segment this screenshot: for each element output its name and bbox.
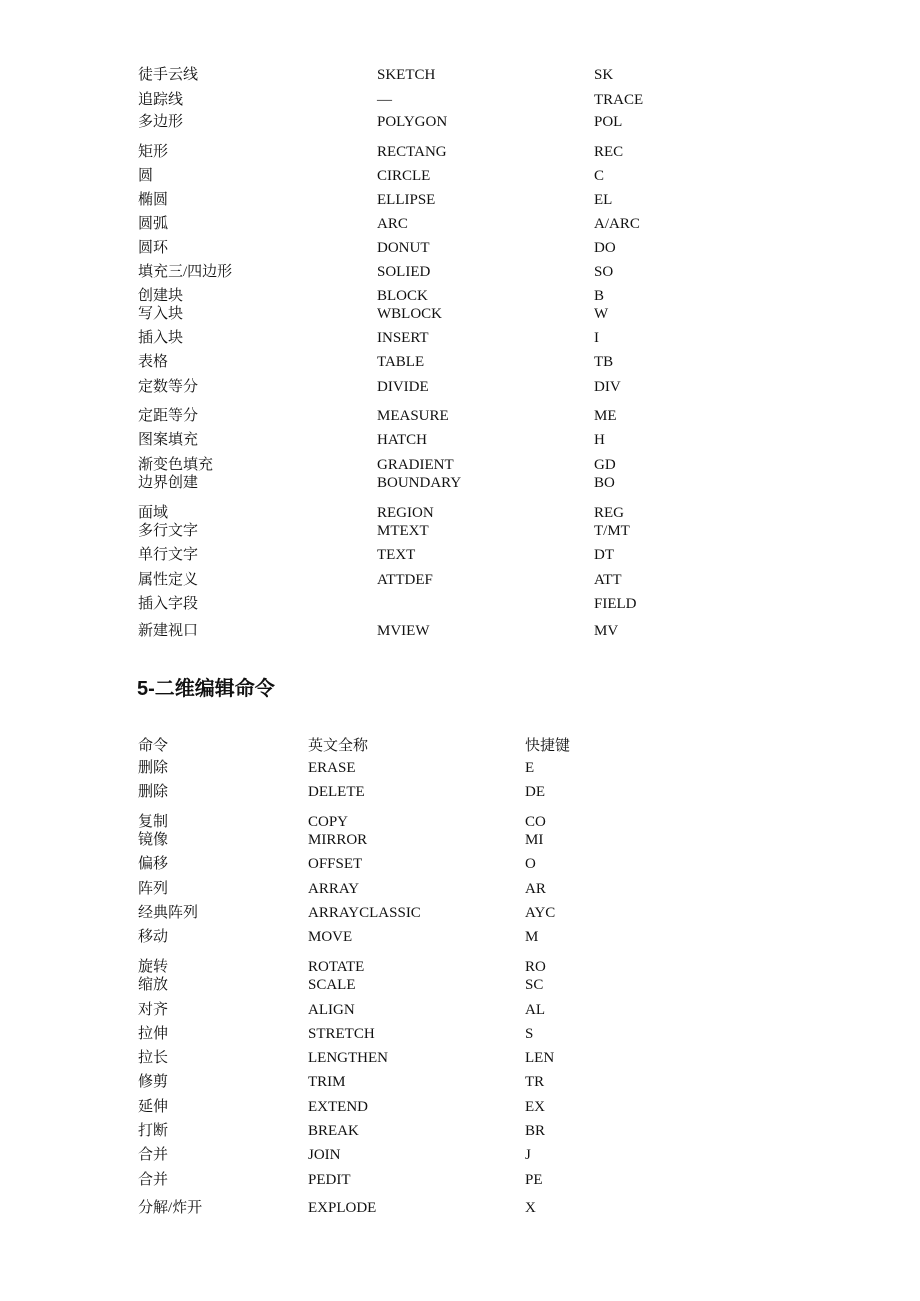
table-row [0, 1120, 920, 1142]
english-name: ELLIPSE [377, 192, 436, 208]
english-name: ATTDEF [377, 572, 433, 588]
command-name: 定距等分 [138, 408, 199, 424]
command-name: 镜像 [138, 832, 169, 848]
english-name: CIRCLE [377, 168, 431, 184]
command-name: 旋转 [138, 959, 169, 975]
command-name: 命令 [138, 738, 169, 754]
command-name: 定数等分 [138, 379, 199, 395]
command-name: 图案填充 [138, 432, 199, 448]
english-name: MVIEW [377, 623, 430, 639]
english-name: ALIGN [308, 1002, 355, 1018]
command-name: 删除 [138, 760, 169, 776]
shortcut-key: W [594, 306, 609, 322]
shortcut-key: AYC [525, 905, 556, 921]
shortcut-key: M [525, 929, 539, 945]
english-name: GRADIENT [377, 457, 454, 473]
shortcut-key: DT [594, 547, 614, 563]
command-name: 偏移 [138, 856, 169, 872]
command-name: 删除 [138, 784, 169, 800]
table-row [0, 141, 920, 163]
table-row [0, 999, 920, 1021]
english-name: OFFSET [308, 856, 363, 872]
shortcut-key: REC [594, 144, 624, 160]
command-name: 拉长 [138, 1050, 169, 1066]
english-name: POLYGON [377, 114, 448, 130]
command-name: 复制 [138, 814, 169, 830]
table-row [0, 1197, 920, 1219]
table-row [0, 189, 920, 211]
english-name: DELETE [308, 784, 365, 800]
shortcut-key: H [594, 432, 605, 448]
shortcut-key: B [594, 288, 605, 304]
english-name: STRETCH [308, 1026, 375, 1042]
english-name: EXPLODE [308, 1200, 377, 1216]
shortcut-key: X [525, 1200, 536, 1216]
shortcut-key: DE [525, 784, 545, 800]
table-row [0, 1071, 920, 1093]
command-name: 圆环 [138, 240, 169, 256]
command-name: 移动 [138, 929, 169, 945]
english-name: BLOCK [377, 288, 428, 304]
shortcut-key: EL [594, 192, 613, 208]
table-row [0, 303, 920, 325]
shortcut-key: BO [594, 475, 615, 491]
command-name: 椭圆 [138, 192, 169, 208]
table-row [0, 781, 920, 803]
command-name: 矩形 [138, 144, 169, 160]
command-name: 属性定义 [138, 572, 199, 588]
table-row [0, 89, 920, 111]
english-name: MEASURE [377, 408, 449, 424]
english-name: 英文全称 [308, 738, 369, 754]
shortcut-key: LEN [525, 1050, 555, 1066]
section-heading: 5-二维编辑命令 [137, 678, 275, 700]
shortcut-key: TRACE [594, 92, 644, 108]
table-row [0, 472, 920, 494]
table-row [0, 111, 920, 133]
english-name: SCALE [308, 977, 356, 993]
english-name: BREAK [308, 1123, 359, 1139]
english-name: TRIM [308, 1074, 346, 1090]
shortcut-key: TB [594, 354, 614, 370]
shortcut-key: E [525, 760, 535, 776]
shortcut-key: EX [525, 1099, 545, 1115]
shortcut-key: POL [594, 114, 623, 130]
shortcut-key: ATT [594, 572, 622, 588]
shortcut-key: FIELD [594, 596, 637, 612]
table-row [0, 213, 920, 235]
english-name: COPY [308, 814, 349, 830]
table-row [0, 237, 920, 259]
table-row [0, 757, 920, 779]
table-row [0, 1096, 920, 1118]
shortcut-key: AL [525, 1002, 545, 1018]
english-name: MOVE [308, 929, 353, 945]
command-name: 分解/炸开 [138, 1200, 203, 1216]
english-name: MTEXT [377, 523, 429, 539]
table-row [0, 351, 920, 373]
english-name: LENGTHEN [308, 1050, 388, 1066]
command-name: 面域 [138, 505, 169, 521]
shortcut-key: MV [594, 623, 619, 639]
english-name: INSERT [377, 330, 429, 346]
command-name: 对齐 [138, 1002, 169, 1018]
shortcut-key: AR [525, 881, 546, 897]
table-row [0, 593, 920, 615]
table-row [0, 376, 920, 398]
english-name: ARC [377, 216, 408, 232]
command-name: 插入块 [138, 330, 184, 346]
command-name: 缩放 [138, 977, 169, 993]
english-name: ROTATE [308, 959, 365, 975]
english-name: DONUT [377, 240, 430, 256]
table-row [0, 878, 920, 900]
table-row [0, 405, 920, 427]
command-name: 修剪 [138, 1074, 169, 1090]
table-row [0, 974, 920, 996]
english-name: HATCH [377, 432, 428, 448]
shortcut-key: RO [525, 959, 546, 975]
command-name: 填充三/四边形 [138, 264, 233, 280]
english-name: REGION [377, 505, 434, 521]
shortcut-key: ME [594, 408, 617, 424]
command-name: 表格 [138, 354, 169, 370]
english-name: ARRAY [308, 881, 360, 897]
table-row [0, 520, 920, 542]
command-name: 合并 [138, 1147, 169, 1163]
command-name: 多行文字 [138, 523, 199, 539]
command-name: 新建视口 [138, 623, 199, 639]
shortcut-key: 快捷键 [525, 738, 571, 754]
command-name: 圆弧 [138, 216, 169, 232]
command-name: 拉伸 [138, 1026, 169, 1042]
table-row [0, 1023, 920, 1045]
english-name: ARRAYCLASSIC [308, 905, 421, 921]
english-name: WBLOCK [377, 306, 442, 322]
english-name: — [377, 92, 392, 108]
shortcut-key: MI [525, 832, 544, 848]
table-row [0, 853, 920, 875]
table-row [0, 829, 920, 851]
command-name: 单行文字 [138, 547, 199, 563]
command-name: 徒手云线 [138, 67, 199, 83]
shortcut-key: PE [525, 1172, 543, 1188]
command-name: 追踪线 [138, 92, 184, 108]
shortcut-key: A/ARC [594, 216, 640, 232]
table-row [0, 1047, 920, 1069]
english-name: ERASE [308, 760, 356, 776]
english-name: MIRROR [308, 832, 368, 848]
command-name: 经典阵列 [138, 905, 199, 921]
command-name: 延伸 [138, 1099, 169, 1115]
shortcut-key: SO [594, 264, 614, 280]
shortcut-key: CO [525, 814, 546, 830]
english-name: TEXT [377, 547, 416, 563]
table-header-row [0, 735, 920, 757]
table-row [0, 429, 920, 451]
english-name: EXTEND [308, 1099, 368, 1115]
english-name: TABLE [377, 354, 425, 370]
table-row [0, 64, 920, 86]
command-name: 渐变色填充 [138, 457, 214, 473]
english-name: SKETCH [377, 67, 436, 83]
shortcut-key: BR [525, 1123, 546, 1139]
shortcut-key: TR [525, 1074, 545, 1090]
table-row [0, 165, 920, 187]
table-row [0, 1169, 920, 1191]
shortcut-key: S [525, 1026, 534, 1042]
shortcut-key: REG [594, 505, 624, 521]
command-name: 插入字段 [138, 596, 199, 612]
command-name: 阵列 [138, 881, 169, 897]
english-name: PEDIT [308, 1172, 351, 1188]
command-name: 创建块 [138, 288, 184, 304]
table-row [0, 569, 920, 591]
command-name: 多边形 [138, 114, 184, 130]
shortcut-key: DO [594, 240, 616, 256]
command-name: 圆 [138, 168, 154, 184]
shortcut-key: SK [594, 67, 614, 83]
command-name: 打断 [138, 1123, 169, 1139]
command-name: 边界创建 [138, 475, 199, 491]
english-name: RECTANG [377, 144, 447, 160]
table-row [0, 620, 920, 642]
shortcut-key: J [525, 1147, 531, 1163]
shortcut-key: T/MT [594, 523, 630, 539]
english-name: SOLIED [377, 264, 431, 280]
table-row [0, 544, 920, 566]
table-row [0, 261, 920, 283]
english-name: BOUNDARY [377, 475, 462, 491]
table-row [0, 902, 920, 924]
shortcut-key: I [594, 330, 599, 346]
shortcut-key: SC [525, 977, 544, 993]
english-name: JOIN [308, 1147, 341, 1163]
shortcut-key: DIV [594, 379, 621, 395]
table-row [0, 1144, 920, 1166]
shortcut-key: C [594, 168, 605, 184]
shortcut-key: GD [594, 457, 616, 473]
command-name: 写入块 [138, 306, 184, 322]
shortcut-key: O [525, 856, 536, 872]
table-row [0, 327, 920, 349]
english-name: DIVIDE [377, 379, 429, 395]
table-row [0, 926, 920, 948]
command-name: 合并 [138, 1172, 169, 1188]
